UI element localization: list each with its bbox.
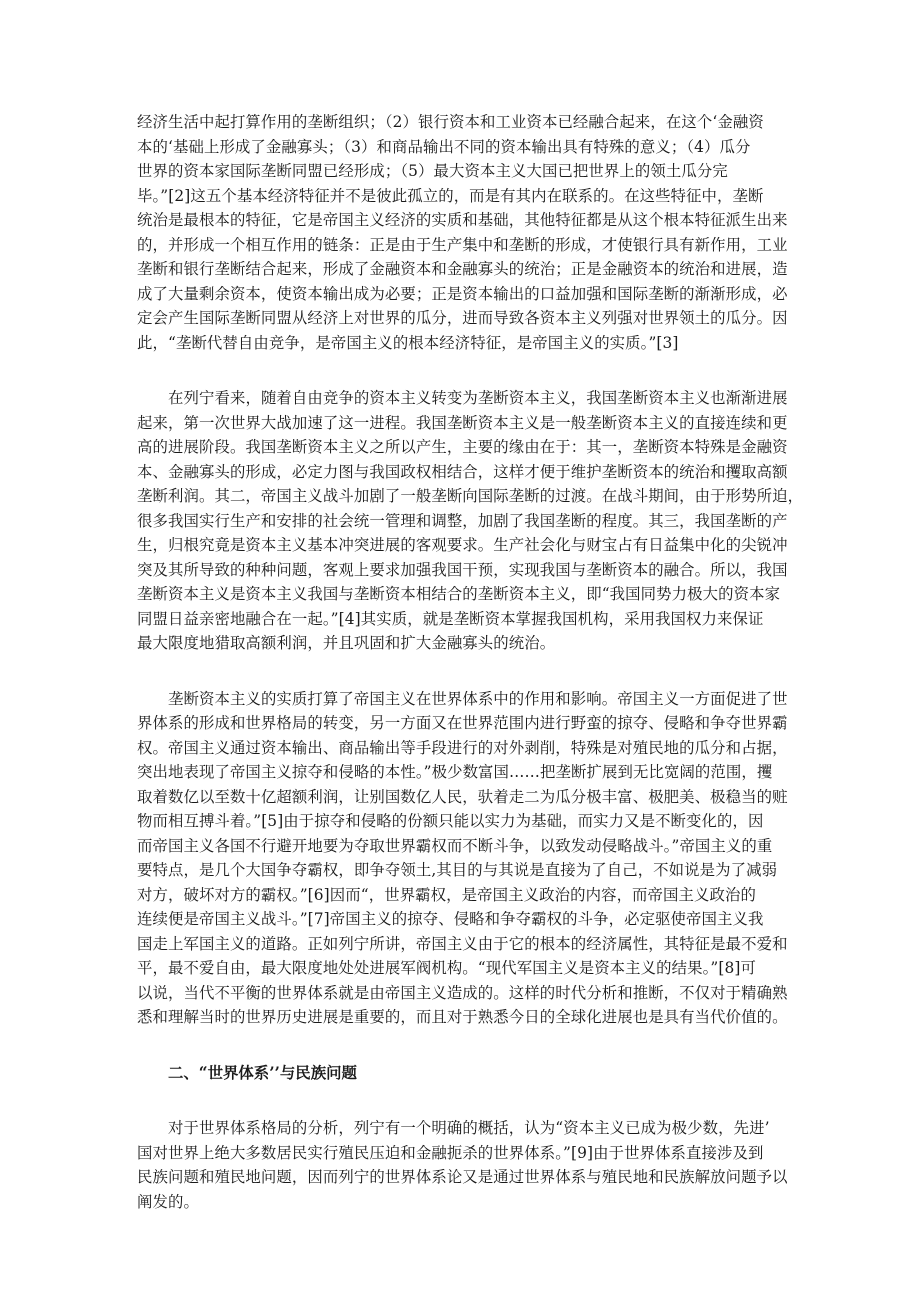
paragraph-4 [137,1116,792,1214]
text-line: 悉和理解当时的世界历史进展是重要的，而且对于熟悉今日的全球化进展也是具有当代价值的。 [137,1008,788,1026]
text-line: 毕。”[2]这五个基本经济特征并不是彼此孤立的，而是有其内在联系的。在这些特征中，垄断 [137,186,764,205]
text-line: 同盟日益亲密地融合在一起。”[4]其实质，就是垄断资本掌握我国机构，采用我国权力来保证 [137,609,764,628]
paragraph-spacer [137,1030,792,1061]
text-line: 垄断资本主义的实质打算了帝国主义在世界体系中的作用和影响。帝国主义一方面促进了世 [168,689,788,708]
text-line: 以说，当代不平衡的世界体系就是由帝国主义造成的。这样的时代分析和推断，不仅对于精确熟 [137,983,788,1002]
text-line: 界体系的形成和世界格局的转变，另一方面又在世界范围内进行野蛮的掠夺、侵略和争夺世界霸 [137,714,788,732]
text-line: 统治是最根本的特征，它是帝国主义经济的实质和基础，其他特征都是从这个根本特征派生出来 [137,211,788,229]
text-line: 国对世界上绝大多数居民实行殖民压迫和金融扼杀的世界体系。”[9]由于世界体系直接涉及到 [137,1143,764,1162]
text-line: 取着数亿以至数十亿超额利润，让别国数亿人民，驮着走二为瓜分极丰富、极肥美、极稳当的赃 [137,787,788,806]
paragraph-1 [137,110,792,355]
text-line: 连续便是帝国主义战斗。”[7]帝国主义的掠夺、侵略和争夺霸权的斗争，必定驱使帝国主义我 [137,910,764,928]
text-line: 很多我国实行生产和安排的社会统一管理和调整，加剧了我国垄断的程度。其三，我国垄断的产 [137,511,788,530]
text-line: 最大限度地猎取高额利润，并且巩固和扩大金融寡头的统治。 [137,634,556,652]
text-line: 突出地表现了帝国主义掠夺和侵略的本性。”极少数富国……把垄断扩展到无比宽阔的范围，攫 [137,763,773,781]
text-line: 本、金融寡头的形成，必定力图与我国政权相结合，这样才便于维护垄断资本的统治和攫取高额 [137,462,788,481]
text-line: 在列宁看来，随着自由竞争的资本主义转变为垄断资本主义，我国垄断资本主义也渐渐进展 [168,389,788,407]
text-line: 对于世界体系格局的分析，列宁有一个明确的概括，认为“资本主义已成为极少数，先进’ [168,1119,770,1137]
text-line: 起来，第一次世界大战加速了这一进程。我国垄断资本主义是一般垄断资本主义的直接连续和更 [137,413,788,432]
text-line: 对方，破坏对方的霸权。”[6]因而“，世界霸权，是帝国主义政治的内容，而帝国主义政治的 [137,885,756,904]
document-page [137,110,804,1214]
text-line: 定会产生国际垄断同盟从经济上对世界的瓜分，进而导致各资本主义列强对世界领土的瓜分。因 [137,309,788,327]
paragraph-spacer [137,1085,792,1116]
text-line: 物而相互搏斗着。”[5]由于掠夺和侵略的份额只能以实力为基础，而实力又是不断变化的，因 [137,812,764,830]
text-line: 的，并形成一个相互作用的链条：正是由于生产集中和垄断的形成，才使银行具有新作用，工业 [137,235,788,254]
text-line: 世界的资本家国际垄断同盟已经形成；（5）最大资本主义大国已把世界上的领土瓜分完 [137,162,728,180]
text-line: 本的‘基础上形成了金融寡头；（3）和商品输出不同的资本输出具有特殊的意义；（4）瓜分 [137,137,751,156]
text-line: 突及其所导致的种种问题，客观上要求加强我国干预，实现我国与垄断资本的融合。所以，我国 [137,560,788,579]
text-line: 垄断和银行垄断结合起来，形成了金融资本和金融寡头的统治；正是金融资本的统治和进展，造 [137,260,788,278]
text-line: 权。帝国主义通过资本输出、商品输出等手段进行的对外剥削，特殊是对殖民地的瓜分和占据， [137,738,788,757]
text-line: 阐发的。 [137,1192,199,1211]
text-line: 经济生活中起打算作用的垄断组织；（2）银行资本和工业资本已经融合起来，在这个‘金融资 [137,113,764,131]
text-line: 此，“垄断代替自由竞争，是帝国主义的根本经济特征，是帝国主义的实质。”[3] [137,333,679,352]
text-line: 垄断资本主义是资本主义我国与垄断资本相结合的垄断资本主义，即“我国同势力极大的资本家 [137,585,781,603]
text-line: 而帝国主义各国不行避开地要为夺取世界霸权而不断斗争，以致发动侵略战斗。”帝国主义的重 [137,836,773,855]
text-line: 平，最不爱自由，最大限度地处处进展军阀机构。“现代军国主义是资本主义的结果。”[8]可 [137,959,756,977]
text-line: 民族问题和殖民地问题，因而列宁的世界体系论又是通过世界体系与殖民地和民族解放问题予以 [137,1168,788,1186]
text-line: 高的进展阶段。我国垄断资本主义之所以产生，主要的缘由在于：其一，垄断资本特殊是金融资 [137,438,788,456]
text-line: 垄断利润。其二，帝国主义战斗加剧了一般垄断向国际垄断的过渡。在战斗期间，由于形势所迫， [137,487,804,505]
paragraph-spacer [137,656,792,687]
paragraph-spacer [137,355,792,386]
section-heading: 二、“世界体系’’与民族问题 [168,1063,357,1082]
text-line: 国走上军国主义的道路。正如列宁所讲，帝国主义由于它的根本的经济属性，其特征是最不爱和 [137,934,788,953]
text-line: 要特点，是几个大国争夺霸权，即争夺领土,其目的与其说是直接为了自己，不如说是为了减弱 [137,861,778,879]
paragraph-3 [137,687,792,1030]
text-line: 生，归根究竟是资本主义基本冲突进展的客观要求。生产社会化与财宝占有日益集中化的尖锐冲 [137,536,788,554]
paragraph-2 [137,386,804,656]
text-line: 成了大量剩余资本，使资本输出成为必要；正是资本输出的口益加强和国际垄断的渐渐形成，必 [137,284,788,303]
